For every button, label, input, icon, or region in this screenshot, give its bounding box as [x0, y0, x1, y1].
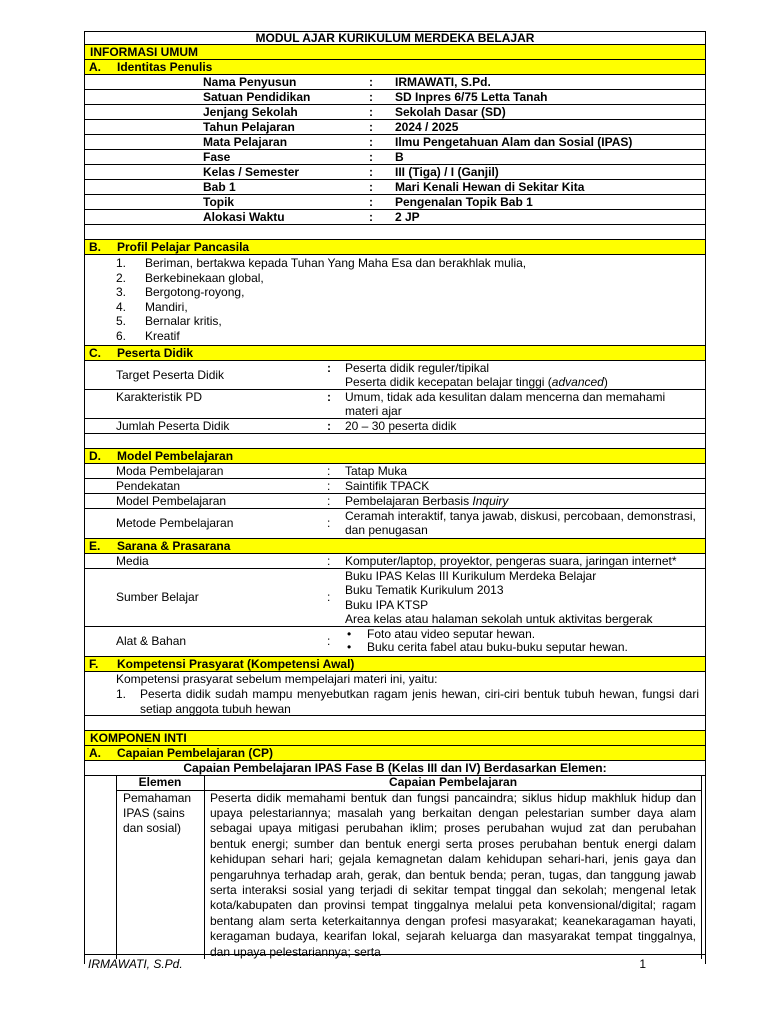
colon: :	[369, 105, 373, 119]
identitas-key: Satuan Pendidikan	[203, 90, 311, 104]
section-number: B.	[89, 240, 101, 254]
list-item: 5. Bernalar kritis,	[116, 314, 222, 329]
identitas-key: Kelas / Semester	[203, 165, 300, 179]
field-value: Komputer/laptop, proyektor, pengeras suara, jaringan internet*	[345, 553, 677, 568]
list-item: 1. Beriman, bertakwa kepada Tuhan Yang Maha Esa dan berakhlak mulia,	[116, 256, 527, 270]
colon: :	[327, 553, 331, 568]
list-item: 3. Bergotong-royong,	[116, 285, 245, 300]
field-value: Pembelajaran Berbasis Inquiry	[345, 493, 509, 508]
profil-list	[84, 255, 706, 346]
jumlah-peserta-row	[84, 419, 706, 434]
page-footer	[84, 954, 706, 971]
colon: :	[369, 195, 373, 209]
list-item: • Buku cerita fabel atau buku-buku seputar hewan.	[345, 641, 701, 655]
colon: :	[327, 478, 331, 493]
list-item: • Foto atau video seputar hewan.	[345, 628, 701, 642]
identitas-row	[84, 120, 706, 135]
section-model-pembelajaran	[84, 449, 706, 464]
section-peserta-didik	[84, 346, 706, 361]
section-capaian-pembelajaran	[84, 746, 706, 761]
colon: :	[369, 120, 373, 134]
document	[84, 31, 706, 964]
identitas-value: Pengenalan Topik Bab 1	[395, 195, 533, 209]
identitas-value: SD Inpres 6/75 Letta Tanah	[395, 90, 548, 104]
identitas-key: Bab 1	[203, 180, 236, 194]
identitas-key: Fase	[203, 150, 231, 164]
colon: :	[327, 493, 331, 508]
column-header-capaian: Capaian Pembelajaran	[204, 776, 701, 790]
field-value	[345, 628, 701, 655]
page-number: 1	[639, 957, 646, 971]
cell-elemen: Pemahaman IPAS (sains dan sosial)	[123, 790, 192, 836]
section-kompetensi-prasyarat	[84, 657, 706, 672]
section-sarana-prasarana	[84, 539, 706, 554]
section-label: Peserta Didik	[117, 345, 194, 360]
identitas-value: 2 JP	[395, 210, 420, 224]
footer-author: IRMAWATI, S.Pd.	[88, 957, 183, 971]
section-header-informasi-umum: INFORMASI UMUM	[84, 45, 706, 60]
media-row	[84, 554, 706, 569]
identitas-value: Sekolah Dasar (SD)	[395, 105, 506, 119]
table-row	[117, 791, 701, 959]
alat-bahan-row	[84, 627, 706, 657]
colon: :	[327, 589, 331, 604]
section-number: C.	[89, 345, 101, 360]
section-number: F.	[89, 656, 99, 671]
identitas-key: Tahun Pelajaran	[203, 120, 295, 134]
kompetensi-intro: Kompetensi prasyarat sebelum mempelajari materi ini, yaitu:	[116, 671, 438, 686]
colon: :	[369, 180, 373, 194]
identitas-value: 2024 / 2025	[395, 120, 459, 134]
colon: :	[369, 75, 373, 89]
identitas-value: IRMAWATI, S.Pd.	[395, 75, 491, 89]
field-value: Peserta didik reguler/tipikal Peserta didik kecepatan belajar tinggi (advanced)	[345, 360, 608, 390]
metode-row	[84, 509, 706, 539]
section-number: D.	[89, 448, 101, 463]
section-identitas-penulis	[84, 60, 706, 75]
section-header-komponen-inti: KOMPONEN INTI	[84, 731, 706, 746]
colon: :	[327, 633, 331, 648]
colon: :	[369, 150, 373, 164]
identitas-key: Nama Penyusun	[203, 75, 297, 89]
identitas-value: III (Tiga) / I (Ganjil)	[395, 165, 499, 179]
identitas-key: Jenjang Sekolah	[203, 105, 298, 119]
target-peserta-row	[84, 361, 706, 390]
pendekatan-row	[84, 479, 706, 494]
field-key: Alat & Bahan	[116, 633, 187, 648]
list-item: 1. Peserta didik sudah mampu menyebutkan ragam jenis hewan, ciri-ciri bentuk tubuh hewan, fungsi dari setiap anggota tubuh hewan	[116, 686, 699, 716]
field-key: Media	[116, 553, 149, 568]
field-key: Pendekatan	[116, 478, 181, 493]
model-row	[84, 494, 706, 509]
field-value: Buku IPAS Kelas III Kurikulum Merdeka Belajar Buku Tematik Kurikulum 2013 Buku IPA KTSP Area kelas atau halaman sekolah untuk aktivitas bergerak	[345, 568, 653, 627]
sumber-belajar-row	[84, 569, 706, 627]
section-label: Kompetensi Prasyarat (Kompetensi Awal)	[117, 656, 355, 671]
field-value: Ceramah interaktif, tanya jawab, diskusi, percobaan, demonstrasi, dan penugasan	[345, 508, 696, 538]
colon: :	[327, 515, 331, 530]
identitas-value: Mari Kenali Hewan di Sekitar Kita	[395, 180, 585, 194]
colon: :	[369, 90, 373, 104]
identitas-value: B	[395, 150, 404, 164]
field-key: Model Pembelajaran	[116, 493, 227, 508]
cp-table-container	[84, 776, 706, 964]
section-label: Capaian Pembelajaran (CP)	[117, 745, 274, 760]
cp-table-header	[117, 776, 701, 791]
field-value: Umum, tidak ada kesulitan dalam mencerna dan memahami materi ajar	[345, 389, 666, 419]
identitas-key: Mata Pelajaran	[203, 135, 288, 149]
section-label: Sarana & Prasarana	[117, 538, 231, 553]
identitas-row	[84, 165, 706, 180]
identitas-row	[84, 210, 706, 225]
cell-capaian: Peserta didik memahami bentuk dan fungsi pancaindra; siklus hidup makhluk hidup dan upaya pelestariannya; masalah yang berkaitan dengan pelestarian sumber daya alam sebagai upaya mitigasi perubahan iklim; proses perubahan wujud zat dan perubahan bentuk energi; sumber dan bentuk energi serta proses perubahan bentuk energi dalam kehidupan sehari hari; gejala kemagnetan dalam kehidupan sehari-hari, jenis gaya dan pengaruhnya terhadap arah, gerak, dan bentuk benda; peran, tugas, dan tanggung jawab serta interaksi sosial yang terjadi di sekitar tempat tinggal dan sekolah; mengenal letak kota/kabupaten dan provinsi tempat tinggalnya melalui peta konvensional/digital; ragam bentang alam serta keterkaitannya dengan profesi masyarakat; keanekaragaman hayati, keragaman budaya, kearifan lokal, sejarah keluarga dan masyarakat tempat tinggalnya, dan upaya pelestariannya; serta	[204, 791, 701, 959]
field-key: Moda Pembelajaran	[116, 463, 224, 478]
field-key: Metode Pembelajaran	[116, 515, 234, 530]
section-number: E.	[89, 538, 101, 553]
spacer-row	[84, 434, 706, 449]
karakteristik-row	[84, 390, 706, 419]
colon: :	[327, 418, 331, 433]
document-title: MODUL AJAR KURIKULUM MERDEKA BELAJAR	[84, 31, 706, 45]
identitas-row	[84, 90, 706, 105]
identitas-key: Alokasi Waktu	[203, 210, 285, 224]
field-value: 20 – 30 peserta didik	[345, 418, 457, 433]
list-item: 6. Kreatif	[116, 328, 180, 343]
identitas-row	[84, 180, 706, 195]
list-item: 2. Berkebinekaan global,	[116, 270, 264, 285]
section-number: A.	[89, 60, 101, 74]
section-label: Profil Pelajar Pancasila	[117, 240, 250, 254]
field-value: Tatap Muka	[345, 463, 408, 478]
moda-row	[84, 464, 706, 479]
cp-table	[116, 776, 702, 959]
cp-table-title: Capaian Pembelajaran IPAS Fase B (Kelas III dan IV) Berdasarkan Elemen:	[84, 761, 706, 776]
colon: :	[369, 210, 373, 224]
identitas-value: Ilmu Pengetahuan Alam dan Sosial (IPAS)	[395, 135, 633, 149]
field-key: Jumlah Peserta Didik	[116, 418, 230, 433]
field-key: Target Peserta Didik	[116, 367, 225, 382]
colon: :	[369, 135, 373, 149]
spacer-row	[84, 225, 706, 240]
section-profil-pelajar	[84, 240, 706, 255]
colon: :	[327, 389, 331, 404]
identitas-row	[84, 195, 706, 210]
colon: :	[327, 463, 331, 478]
spacer-row	[84, 716, 706, 731]
field-key: Sumber Belajar	[116, 589, 199, 604]
identitas-row	[84, 105, 706, 120]
column-header-elemen: Elemen	[138, 774, 182, 789]
colon: :	[369, 165, 373, 179]
colon: :	[327, 360, 331, 375]
section-label: Model Pembelajaran	[117, 448, 234, 463]
field-value: Saintifik TPACK	[345, 478, 430, 493]
identitas-row	[84, 150, 706, 165]
identitas-row	[84, 75, 706, 90]
field-key: Karakteristik PD	[116, 389, 203, 404]
identitas-row	[84, 135, 706, 150]
list-item: 4. Mandiri,	[116, 299, 188, 314]
identitas-key: Topik	[203, 195, 235, 209]
section-label: Identitas Penulis	[117, 60, 213, 74]
section-number: A.	[89, 745, 101, 760]
kompetensi-paragraph	[84, 672, 706, 716]
